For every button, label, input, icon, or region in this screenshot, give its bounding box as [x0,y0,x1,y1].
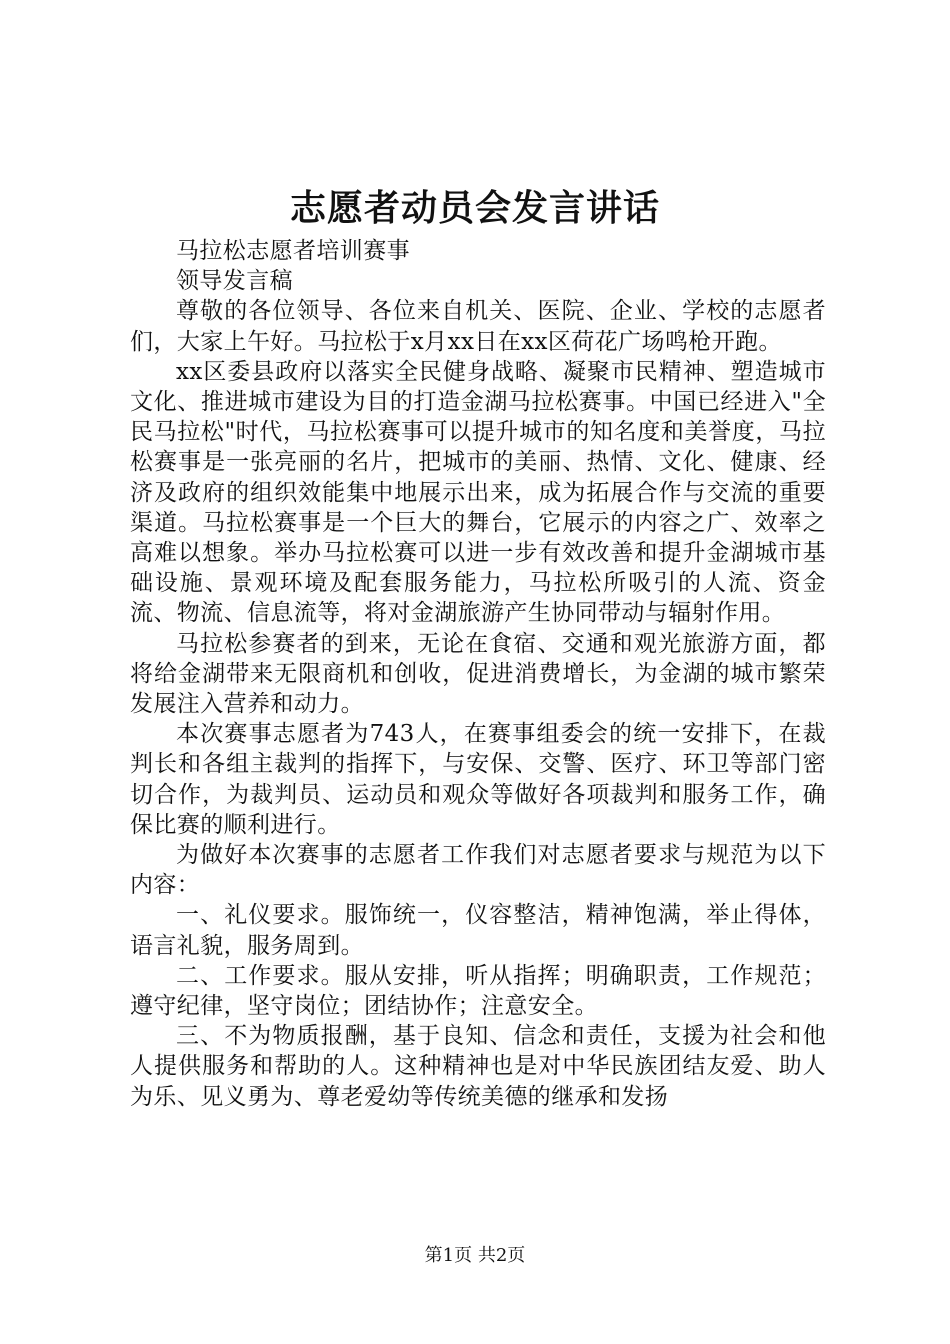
paragraph-subtitle: 马拉松志愿者培训赛事 [176,238,410,264]
paragraph-marathon-purpose: xx区委县政府以落实全民健身战略、凝聚市民精神、塑造城市文化、推进城市建设为目的打造金湖马拉松赛事。中国已经进入"全民马拉松"时代，马拉松赛事可以提升城市的知名度和美誉度，马拉松赛事是一张亮丽的名片，把城市的美丽、热情、文化、健康、经济及政府的组织效能集中地展示出来，成为拓展合作与交流的重要渠道。马拉松赛事是一个巨大的舞台，它展示的内容之广、效率之高难以想象。举办马拉松赛可以进一步有效改善和提升金湖城市基础设施、景观环境及配套服务能力，马拉松所吸引的人流、资金流、物流、信息流等，将对金湖旅游产生协同带动与辐射作用。 [130,358,826,627]
document-body [130,236,826,1112]
paragraph-requirements-intro: 为做好本次赛事的志愿者工作我们对志愿者要求与规范为以下内容： [130,842,826,899]
paragraph-requirement-etiquette: 一、礼仪要求。服饰统一，仪容整洁，精神饱满，举止得体，语言礼貌，服务周到。 [130,902,826,959]
paragraph-economic-impact: 马拉松参赛者的到来，无论在食宿、交通和观光旅游方面，都将给金湖带来无限商机和创收，促进消费增长，为金湖的城市繁荣发展注入营养和动力。 [130,630,826,718]
page-footer: 第1页 共2页 [424,1245,526,1266]
paragraph-volunteer-count: 本次赛事志愿者为743人，在赛事组委会的统一安排下，在裁判长和各组主裁判的指挥下，与安保、交警、医疗、环卫等部门密切合作，为裁判员、运动员和观众等做好各项裁判和服务工作，确保比赛的顺利进行。 [130,721,826,838]
document-title: 志愿者动员会发言讲话 [289,187,660,229]
paragraph-greeting: 尊敬的各位领导、各位来自机关、医院、企业、学校的志愿者们，大家上午好。马拉松于x月xx日在xx区荷花广场鸣枪开跑。 [130,298,826,355]
paragraph-subtitle-2: 领导发言稿 [176,268,293,295]
paragraph-requirement-spirit: 三、不为物质报酬，基于良知、信念和责任，支援为社会和他人提供服务和帮助的人。这种精神也是对中华民族团结友爱、助人为乐、见义勇为、尊老爱幼等传统美德的继承和发扬 [130,1023,826,1110]
paragraph-requirement-work: 二、工作要求。服从安排，听从指挥；明确职责，工作规范；遵守纪律，坚守岗位；团结协作；注意安全。 [130,962,826,1020]
